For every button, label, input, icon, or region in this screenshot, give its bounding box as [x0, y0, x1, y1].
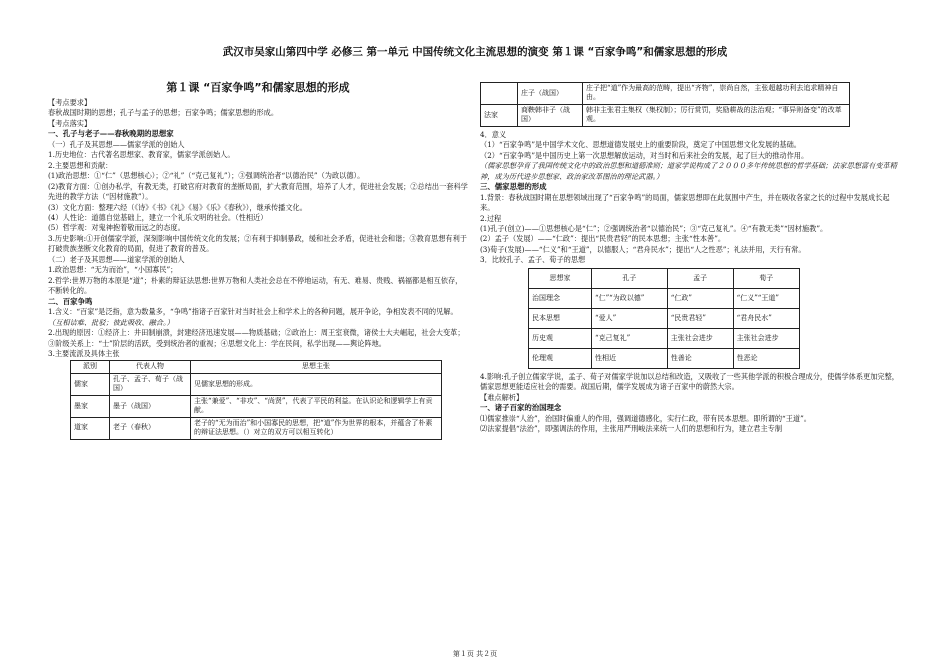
table-cell: “爱人” — [592, 308, 668, 328]
table-cell: 历史观 — [529, 328, 592, 348]
paragraph: 1.历史地位：古代著名思想家、教育家，儒家学派创始人。 — [48, 150, 235, 160]
paragraph: ⑵法家提倡“法治”，即强调法的作用，主张用严刑峻法来统一人们的思想和行为，建立君主专制 — [480, 424, 783, 434]
paragraph: 3．比较孔子、孟子、荀子的思想 — [480, 255, 586, 265]
table-cell: 道家 — [71, 417, 110, 439]
table-header: 思想家 — [529, 268, 592, 288]
paragraph: 4.影响:孔子创立儒家学说，孟子、荀子对儒家学说加以总结和改造，又吸收了一些其他学派的积极合理成分，使儒学体系更加完整，儒家思想更能适应社会的需要。战国后期，儒学发展成为诸子百家中的蔚然大宗。 — [480, 371, 899, 392]
paragraph — [48, 307, 468, 328]
paragraph: （1）“百家争鸣”是中国学术文化、思想道德发展史上的重要阶段，奠定了中国思想文化发展的基础。 — [480, 140, 801, 150]
section-heading: 一、孔子与老子——春秋晚期的思想家 — [48, 129, 174, 139]
table-cell: 法家 — [481, 104, 518, 126]
paragraph: ⑴儒家推崇“人治”，治国时偏重人的作用，强调道德感化，实行仁政，带有民本思想。即所谓的“王道”。 — [480, 413, 811, 423]
comparison-table — [528, 268, 800, 369]
paragraph: 3.历史影响:①开创儒家学派，深刻影响中国传统文化的发展；②有利于抑制暴政，缓和社会矛盾，促进社会和谐；③教育思想有利于打破贵族垄断文化教育的局面，促进了教育的普及。 — [48, 233, 467, 254]
paragraph: 2.出现的原因：①经济上：井田制崩溃，封建经济迅速发展——物质基础；②政治上：周王室衰微，诸侯士大夫崛起，社会大变革；③阶级关系上：“士”阶层的活跃，受到统治者的重视；④思想文化上：学在民间，私学出现——舆论阵地。 — [48, 328, 465, 348]
table-cell: 儒家 — [71, 373, 110, 395]
table-row — [71, 373, 442, 395]
paragraph: 1.政治思想：“无为而治”，“小国寡民”； — [48, 265, 178, 275]
left-column — [48, 80, 468, 440]
table-cell: 主张社会进步 — [667, 328, 733, 348]
table-row — [71, 395, 442, 417]
table-cell: 性相近 — [592, 348, 668, 368]
table-cell: 性恶论 — [733, 348, 799, 368]
paragraph: 4．意义 — [480, 129, 507, 139]
section-label: 【难点解析】 — [480, 392, 524, 402]
table-row — [481, 83, 850, 105]
table-header: 孟子 — [667, 268, 733, 288]
paragraph: (3)荀子(发展)——“仁义”和“王道”，以德服人；“君舟民水”；提出“人之性恶”；礼法并用，天行有常。 — [480, 244, 806, 254]
table-row — [71, 417, 442, 439]
subheading: （一）孔子及其思想——儒家学派的创始人 — [48, 139, 185, 149]
paragraph: (1)孔子(创立)——①思想核心是“仁”；②强调统治者“以德治民”；③“克己复礼”。④“有教无类”“因材施教”。 — [480, 223, 828, 233]
table-cell: 主张“兼爱”、“非攻”、“尚贤”，代表了平民的利益。在认识论和逻辑学上有贡献。 — [191, 395, 442, 417]
paragraph: (4）人性论：道德自觉基础上，建立一个礼乐文明的社会。（性相近） — [48, 213, 268, 223]
paragraph: 1.背景：春秋战国时期在思想领域出现了“百家争鸣”的局面，儒家思想即在此氛围中产生，并在吸收各家之长的过程中发展成长起来。 — [480, 192, 890, 213]
table-row — [529, 328, 800, 348]
table-header: 思想主张 — [191, 361, 442, 373]
table-cell: “仁政” — [667, 288, 733, 308]
table-cell: “民贵君轻” — [667, 308, 733, 328]
table-header: 荀子 — [733, 268, 799, 288]
page-header: 武汉市吴家山第四中学 必修三 第一单元 中国传统文化主流思想的演变 第１课 “百家争鸣”和儒家思想的形成 — [222, 46, 728, 58]
table-cell: 庄子（战国） — [518, 83, 583, 105]
table-cell: 见儒家思想的形成。 — [191, 373, 442, 395]
table-cell: 民本思想 — [529, 308, 592, 328]
table-header: 派别 — [71, 361, 110, 373]
table-cell: 治国理念 — [529, 288, 592, 308]
table-header-row — [529, 268, 800, 288]
section-label: 【考点要求】 — [48, 97, 92, 107]
paragraph-text: 1.含义：“百家”是泛指，意为数量多，“争鸣”指诸子百家针对当时社会上和学术上的各种问题，展开争论，争相发表不同的见解。 — [48, 307, 458, 317]
table-header-row — [71, 361, 442, 373]
table-cell: 墨子（战国） — [110, 395, 191, 417]
lesson-title: 第１课 “百家争鸣”和儒家思想的形成 — [166, 81, 350, 94]
table-cell: 主张社会进步 — [733, 328, 799, 348]
paragraph: (2)教育方面：①创办私学，有教无类，打破官府对教育的垄断局面，扩大教育范围，培养了人才，促进社会发展；②总结出一套科学先进的教学方法（“因材施教”）。 — [48, 181, 468, 202]
paragraph: 2.主要思想和贡献： — [48, 160, 113, 170]
section-heading: 三、儒家思想的形成 — [480, 181, 547, 191]
table-row — [481, 104, 850, 126]
section-label: 【考点落实】 — [48, 118, 92, 128]
italic-note: （互相诘难、批驳；彼此吸收、融合。） — [48, 317, 174, 327]
section-heading: 二、百家争鸣 — [48, 296, 93, 306]
table-header: 代表人物 — [110, 361, 191, 373]
subheading: （二）老子及其思想——道家学派的创始人 — [48, 254, 185, 264]
italic-note: （儒家思想孕育了我国传统文化中的政治思想和道德准则；道家学说构成了２０００多年传统思想的哲学基础；法家思想富有变革精神，成为历代进步思想家、政治家改革图治的理论武器。） — [480, 161, 897, 181]
schools-table — [70, 360, 442, 439]
table-row — [529, 308, 800, 328]
section-heading: 一、诸子百家的治国理念 — [480, 403, 562, 413]
table-cell: 老子（春秋） — [110, 417, 191, 439]
paragraph: (5）哲学观：对鬼神抱着敬而远之的态度。 — [48, 223, 185, 233]
paragraph: 2.哲学:世界万物的本原是“道”；朴素的辩证法思想:世界万物和人类社会总在不停地运动，有无、难易、贵贱、祸福都是相互依存，不断转化的。 — [48, 275, 463, 296]
table-cell: 庄子把“道”作为最高的范畴，提出“齐物”，崇尚自然，主张超越功利去追求精神自由。 — [583, 83, 850, 105]
table-cell: 伦理观 — [529, 348, 592, 368]
table-row — [529, 348, 800, 368]
table-cell: 墨家 — [71, 395, 110, 417]
table-cell: 老子的“无为而治”和小国寡民的思想，把“道”作为世界的根本，并蕴含了朴素的辩证法思想。（）对立的双方可以相互转化） — [191, 417, 442, 439]
table-cell: 韩非主张君主集权（集权制）；厉行赏罚，奖励耕战的法治观；“事异则备变”的改革观。 — [583, 104, 850, 126]
paragraph: （2）“百家争鸣”是中国历史上第一次思想解放运动，对当时和后来社会的发展，起了巨大的推动作用。 — [480, 150, 809, 160]
paragraph: 2.过程 — [480, 213, 502, 223]
table-cell: “仁”“为政以德” — [592, 288, 668, 308]
table-cell: 孔子、孟子、荀子（战国） — [110, 373, 191, 395]
schools-table-continued — [480, 82, 850, 127]
paragraph: (2）孟子（发展）——“仁政”：提出“民贵君轻”的民本思想；主张“性本善”。 — [480, 234, 726, 244]
table-cell: 性善论 — [667, 348, 733, 368]
paragraph: (1)政治思想：①“仁”（思想核心）；②“礼”（“克己复礼”）；③强调统治者“以德治民”（为政以德）。 — [48, 171, 365, 181]
table-cell: “仁义”“王道” — [733, 288, 799, 308]
paragraph: 春秋战国时期的思想；孔子与孟子的思想；百家争鸣；儒家思想的形成。 — [48, 108, 279, 118]
table-cell: “君舟民水” — [733, 308, 799, 328]
table-cell: 商鞅韩非子（战国） — [518, 104, 583, 126]
right-column — [480, 82, 902, 435]
table-header: 孔子 — [592, 268, 668, 288]
table-row — [529, 288, 800, 308]
table-cell — [481, 83, 518, 105]
paragraph: 3.主要流派及具体主张 — [48, 349, 120, 359]
paragraph: (3）文化方面：整理六经（《诗》《书》《礼》《易》《乐》《春秋》），继承传播文化。 — [48, 202, 307, 212]
table-cell: “克己复礼” — [592, 328, 668, 348]
page-footer: 第１页 共２页 — [452, 650, 498, 658]
